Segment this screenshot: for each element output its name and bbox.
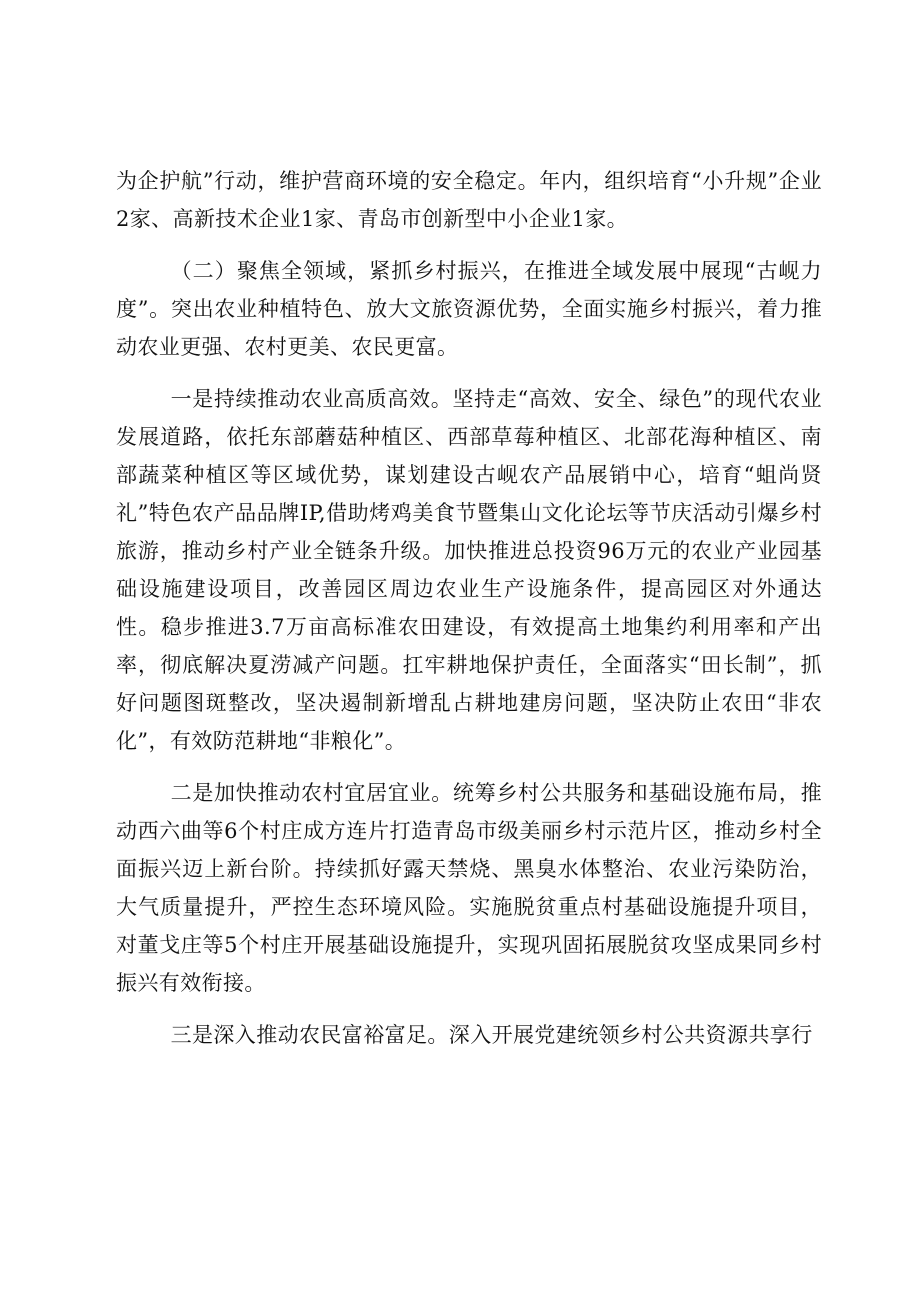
paragraph-farmer-prosperity: 三是深入推动农民富裕富足。深入开展党建统领乡村公共资源共享行 xyxy=(170,1023,813,1047)
paragraph-rural-livability: 二是加快推动农村宜居宜业。统筹乡村公共服务和基础设施布局，推动西六曲等6个村庄成方连片打造青岛市级美丽乡村示范片区，推动乡村全面振兴迈上新台阶。持续抓好露天禁烧、黑臭水体整治、农业污染防治，大气质量提升，严控生态环境风险。实施脱贫重点村基础设施提升项目，对董戈庄等5个村庄开展基础设施提升，实现巩固拓展脱贫攻坚成果同乡村振兴有效衔接。 xyxy=(116,781,822,995)
paragraph-continuation: 为企护航”行动，维护营商环境的安全稳定。年内，组织培育“小升规”企业2家、高新技术企业1家、青岛市创新型中小企业1家。 xyxy=(116,169,822,231)
document-body xyxy=(116,162,822,1068)
paragraph-section-two-heading: （二）聚焦全领域，紧抓乡村振兴，在推进全域发展中展现“古岘力度”。突出农业种植特色、放大文旅资源优势，全面实施乡村振兴，着力推动农业更强、农村更美、农民更富。 xyxy=(116,259,822,359)
paragraph-agriculture: 一是持续推动农业高质高效。坚持走“高效、安全、绿色”的现代农业发展道路，依托东部蘑菇种植区、西部草莓种植区、北部花海种植区、南部蔬菜种植区等区域优势，谋划建设古岘农产品展销中心，培育“蛆尚贤礼”特色农产品品牌IP,借助烤鸡美食节暨集山文化论坛等节庆活动引爆乡村旅游，推动乡村产业全链条升级。加快推进总投资96万元的农业产业园基础设施建设项目，改善园区周边农业生产设施条件，提高园区对外通达性。稳步推进3.7万亩高标准农田建设，有效提高土地集约利用率和产出率，彻底解决夏涝减产问题。扛牢耕地保护责任，全面落实“田长制”，抓好问题图斑整改，坚决遏制新增乱占耕地建房问题，坚决防止农田“非农化”，有效防范耕地“非粮化”。 xyxy=(116,387,822,753)
